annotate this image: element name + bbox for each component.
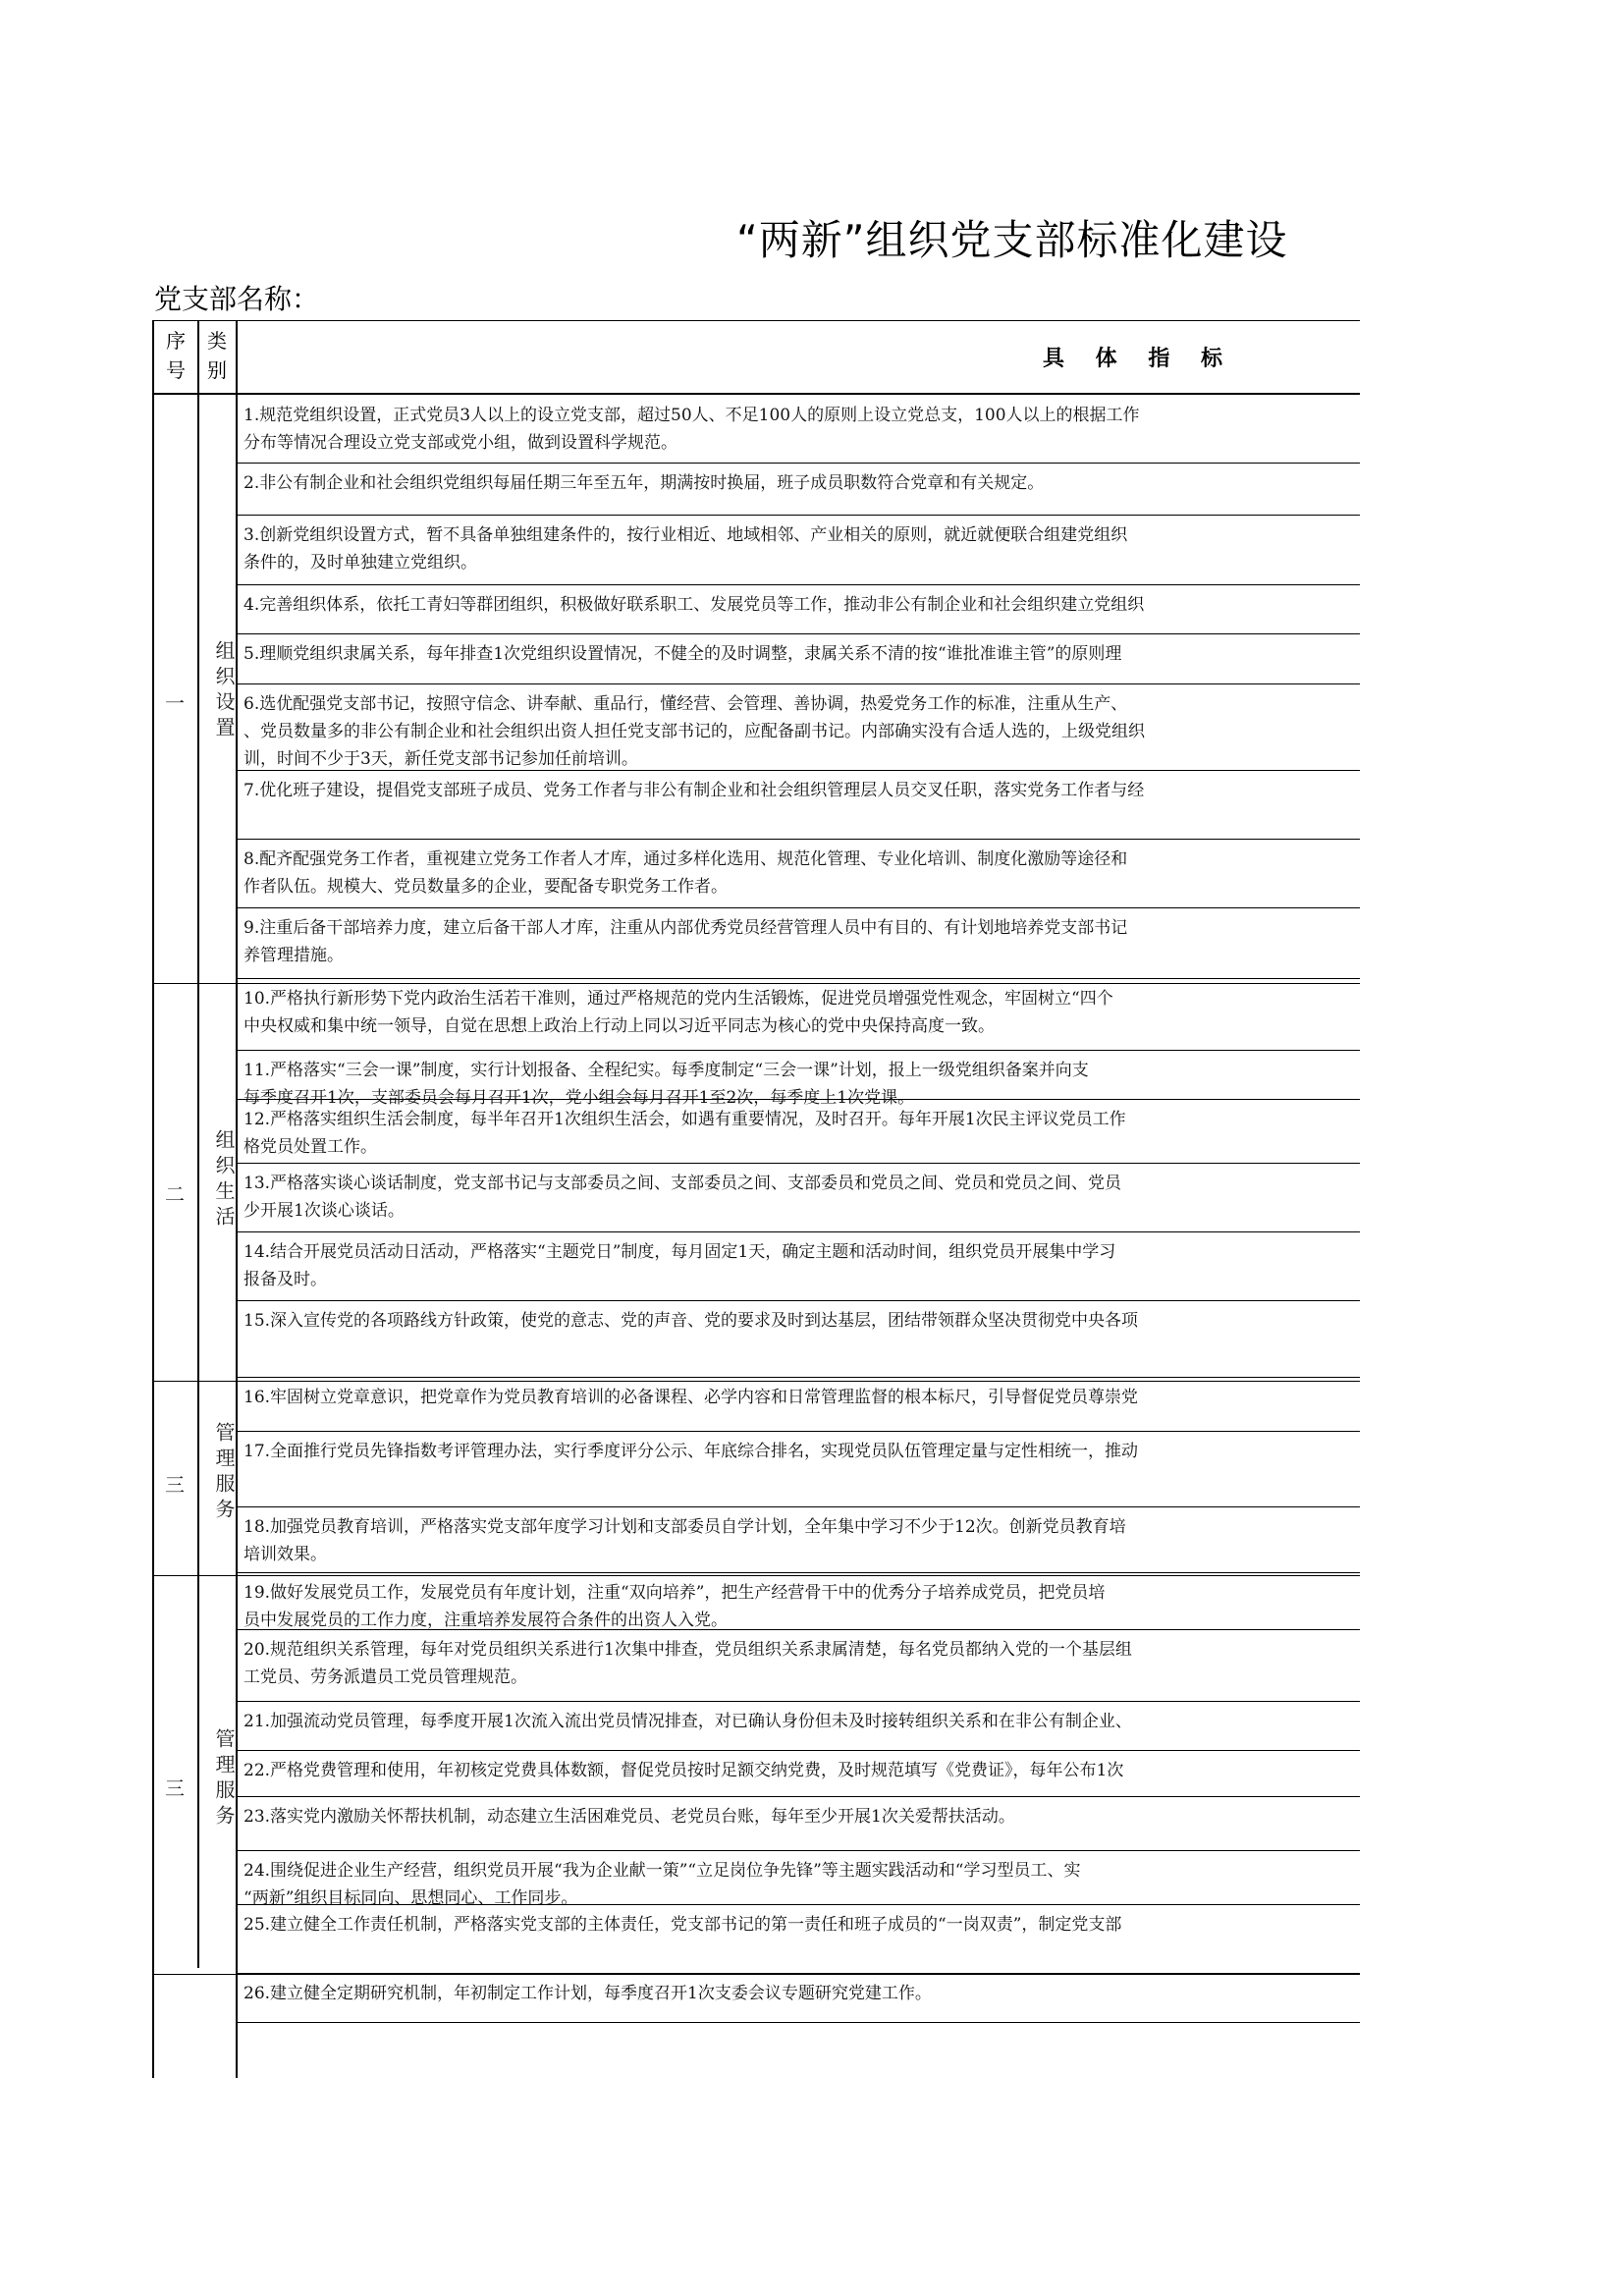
row-divider bbox=[236, 1377, 1360, 1378]
indicator-text-line: 作者队伍。规模大、党员数量多的企业，要配备专职党务工作者。 bbox=[244, 877, 728, 897]
indicator-row bbox=[244, 1911, 1359, 1939]
indicator-text-line: 23.落实党内激励关怀帮扶机制，动态建立生活困难党员、老党员台账，每年至少开展1次关爱帮扶活动。 bbox=[244, 1807, 1015, 1827]
row-divider bbox=[236, 770, 1360, 771]
indicator-text-line: 1.规范党组织设置，正式党员3人以上的设立党支部，超过50人、不足100人的原则上设立党总支，100人以上的根据工作 bbox=[244, 406, 1140, 425]
row-divider bbox=[236, 978, 1360, 979]
branch-name-label: 党支部名称： bbox=[154, 283, 320, 315]
section-divider bbox=[152, 1974, 1360, 1975]
indicator-text-line: 10.严格执行新形势下党内政治生活若干准则，通过严格规范的党内生活锻炼，促进党员增强党性观念，牢固树立“四个 bbox=[244, 989, 1113, 1009]
row-divider bbox=[236, 2022, 1360, 2023]
indicator-text-line: 17.全面推行党员先锋指数考评管理办法，实行季度评分公示、年底综合排名，实现党员队伍管理定量与定性相统一，推动 bbox=[244, 1442, 1139, 1461]
header-cat bbox=[201, 326, 233, 385]
indicator-row bbox=[244, 1057, 1359, 1112]
indicator-text-line: 3.创新党组织设置方式，暂不具备单独组建条件的，按行业相近、地域相邻、产业相关的原则，就近就便联合组建党组织 bbox=[244, 525, 1128, 545]
indicator-text-line: 14.结合开展党员活动日活动，严格落实“主题党日”制度，每月固定1天，确定主题和活动时间，组织党员开展集中学习 bbox=[244, 1242, 1116, 1262]
indicator-text-line: 少开展1次谈心谈话。 bbox=[244, 1201, 405, 1221]
indicator-text-line: 19.做好发展党员工作，发展党员有年度计划，注重“双向培养”，把生产经营骨干中的优秀分子培养成党员，把党员培 bbox=[244, 1583, 1106, 1603]
indicator-row bbox=[244, 1803, 1359, 1831]
indicator-text-line: 18.加强党员教育培训，严格落实党支部年度学习计划和支部委员自学计划，全年集中学习不少于12次。创新党员教育培 bbox=[244, 1517, 1126, 1537]
indicator-text-line: 分布等情况合理设立党支部或党小组，做到设置科学规范。 bbox=[244, 433, 677, 453]
section-category bbox=[207, 1728, 236, 1840]
header-seq-label: 序号 bbox=[166, 329, 186, 382]
indicator-row bbox=[244, 640, 1359, 668]
row-divider bbox=[236, 1629, 1360, 1630]
section-category-label: 管理服务 bbox=[212, 1422, 236, 1524]
indicator-row bbox=[244, 985, 1359, 1040]
row-divider bbox=[236, 1572, 1360, 1573]
indicator-row bbox=[244, 1980, 1359, 2007]
section-divider bbox=[152, 1381, 1360, 1382]
header-seq bbox=[157, 326, 194, 385]
row-divider bbox=[236, 1099, 1360, 1100]
row-divider bbox=[236, 839, 1360, 840]
indicator-text-line: 格党员处置工作。 bbox=[244, 1137, 377, 1157]
indicator-row bbox=[244, 1384, 1359, 1411]
section-category-label: 组织设置 bbox=[212, 640, 236, 742]
row-divider bbox=[236, 1796, 1360, 1797]
indicator-row bbox=[244, 1170, 1359, 1225]
indicator-row bbox=[244, 1513, 1359, 1568]
indicator-text-line: 9.注重后备干部培养力度，建立后备干部人才库，注重从内部优秀党员经营管理人员中有目的、有计划地培养党支部书记 bbox=[244, 918, 1128, 938]
indicator-text-line: 6.选优配强党支部书记，按照守信念、讲奉献、重品行，懂经营、会管理、善协调，热爱党务工作的标准，注重从生产、 bbox=[244, 694, 1128, 714]
row-divider bbox=[236, 1904, 1360, 1905]
indicator-row bbox=[244, 1438, 1359, 1465]
indicator-text-line: 12.严格落实组织生活会制度，每半年召开1次组织生活会，如遇有重要情况，及时召开。每年开展1次民主评议党员工作 bbox=[244, 1110, 1126, 1129]
page-title: “两新”组织党支部标准化建设 bbox=[736, 216, 1288, 264]
row-divider bbox=[236, 515, 1360, 516]
indicator-row bbox=[244, 1636, 1359, 1691]
indicator-text-line: 8.配齐配强党务工作者，重视建立党务工作者人才库，通过多样化选用、规范化管理、专业化培训、制度化激励等途径和 bbox=[244, 849, 1128, 869]
indicator-text-line: 、党员数量多的非公有制企业和社会组织出资人担任党支部书记的，应配备副书记。内部确实没有合适人选的，上级党组织 bbox=[244, 722, 1145, 741]
indicator-text-line: 每季度召开1次，支部委员会每月召开1次，党小组会每月召开1至2次，每季度上1次党课。 bbox=[244, 1088, 915, 1108]
indicator-text-line: 中央权威和集中统一领导，自觉在思想上政治上行动上同以习近平同志为核心的党中央保持高度一致。 bbox=[244, 1016, 995, 1036]
indicator-text-line: 5.理顺党组织隶属关系，每年排查1次党组织设置情况，不健全的及时调整，隶属关系不清的按“谁批准谁主管”的原则理 bbox=[244, 644, 1122, 664]
indicator-text-line: 4.完善组织体系，依托工青妇等群团组织，积极做好联系职工、发展党员等工作，推动非公有制企业和社会组织建立党组织 bbox=[244, 595, 1145, 615]
indicator-row bbox=[244, 469, 1359, 497]
header-cat-label: 类别 bbox=[207, 329, 227, 382]
row-divider bbox=[236, 1431, 1360, 1432]
indicator-row bbox=[244, 1307, 1359, 1335]
indicator-row bbox=[244, 1708, 1359, 1735]
row-divider bbox=[236, 1750, 1360, 1751]
section-divider bbox=[152, 983, 1360, 984]
row-divider bbox=[236, 1506, 1360, 1507]
table-top-border bbox=[152, 320, 1360, 321]
indicator-text-line: 2.非公有制企业和社会组织党组织每届任期三年至五年，期满按时换届，班子成员职数符合党章和有关规定。 bbox=[244, 473, 1045, 493]
indicator-text-line: 20.规范组织关系管理，每年对党员组织关系进行1次集中排查，党员组织关系隶属清楚，每名党员都纳入党的一个基层组 bbox=[244, 1640, 1132, 1660]
section-num: 三 bbox=[165, 1473, 185, 1497]
section-category bbox=[207, 1422, 236, 1534]
indicator-text-line: 15.深入宣传党的各项路线方针政策，使党的意志、党的声音、党的要求及时到达基层，团结带领群众坚决贯彻党中央各项 bbox=[244, 1311, 1139, 1331]
indicator-text-line: 员中发展党员的工作力度，注重培养发展符合条件的出资人入党。 bbox=[244, 1611, 728, 1630]
indicator-text-line: 7.优化班子建设，提倡党支部班子成员、党务工作者与非公有制企业和社会组织管理层人员交叉任职，落实党务工作者与经 bbox=[244, 781, 1145, 800]
section-category bbox=[207, 640, 236, 752]
indicator-text-line: 13.严格落实谈心谈话制度，党支部书记与支部委员之间、支部委员之间、支部委员和党员之间、党员和党员之间、党员 bbox=[244, 1174, 1122, 1193]
section-category bbox=[207, 1129, 236, 1241]
row-divider bbox=[236, 463, 1360, 464]
row-divider bbox=[236, 1163, 1360, 1164]
indicator-text-line: 22.严格党费管理和使用，年初核定党费具体数额，督促党员按时足额交纳党费，及时规范填写《党费证》，每年公布1次 bbox=[244, 1761, 1124, 1780]
indicator-row bbox=[244, 690, 1359, 773]
row-divider bbox=[236, 1231, 1360, 1232]
indicator-text-line: 养管理措施。 bbox=[244, 946, 344, 965]
row-divider bbox=[236, 584, 1360, 585]
indicator-text-line: 报备及时。 bbox=[244, 1270, 327, 1289]
row-divider bbox=[236, 1050, 1360, 1051]
row-divider bbox=[236, 633, 1360, 634]
indicator-text-line: 培训效果。 bbox=[244, 1545, 327, 1564]
section-divider bbox=[152, 1575, 1360, 1576]
table-header-bottom bbox=[152, 393, 1360, 395]
indicator-text-line: 26.建立健全定期研究机制，年初制定工作计划，每季度召开1次支委会议专题研究党建工作。 bbox=[244, 1984, 932, 2003]
indicator-row bbox=[244, 777, 1359, 804]
section-num: 三 bbox=[165, 1776, 185, 1800]
indicator-row bbox=[244, 1238, 1359, 1293]
indicator-row bbox=[244, 846, 1359, 901]
section-num: 二 bbox=[165, 1182, 185, 1206]
indicator-text-line: 16.牢固树立党章意识，把党章作为党员教育培训的必备课程、必学内容和日常管理监督的根本标尺，引导督促党员尊崇党 bbox=[244, 1388, 1139, 1407]
indicator-row bbox=[244, 521, 1359, 576]
indicator-row bbox=[244, 1757, 1359, 1784]
section-num: 一 bbox=[165, 691, 185, 715]
indicator-row bbox=[244, 402, 1359, 457]
row-divider bbox=[236, 1300, 1360, 1301]
row-divider bbox=[236, 683, 1360, 684]
indicator-row bbox=[244, 914, 1359, 969]
indicator-text-line: 条件的，及时单独建立党组织。 bbox=[244, 553, 477, 573]
indicator-text-line: 21.加强流动党员管理，每季度开展1次流入流出党员情况排查，对已确认身份但未及时接转组织关系和在非公有制企业、 bbox=[244, 1712, 1132, 1731]
row-divider bbox=[236, 907, 1360, 908]
indicator-text-line: 工党员、劳务派遣员工党员管理规范。 bbox=[244, 1667, 527, 1687]
indicator-text-line: “两新”组织目标同向、思想同心、工作同步。 bbox=[244, 1888, 578, 1908]
indicator-text-line: 24.围绕促进企业生产经营，组织党员开展“我为企业献一策”“立足岗位争先锋”等主题实践活动和“学习型员工、实 bbox=[244, 1861, 1081, 1881]
indicator-row bbox=[244, 1106, 1359, 1161]
section-category-label: 管理服务 bbox=[212, 1728, 236, 1831]
indicator-row bbox=[244, 1579, 1359, 1634]
indicator-row bbox=[244, 591, 1359, 619]
table-divider-seq bbox=[197, 320, 199, 1968]
row-divider bbox=[236, 1701, 1360, 1702]
section-category-label: 组织生活 bbox=[212, 1129, 236, 1231]
row-divider bbox=[236, 1850, 1360, 1851]
header-indicator: 具 体 指 标 bbox=[1043, 347, 1234, 371]
indicator-text-line: 训，时间不少于3天，新任党支部书记参加任前培训。 bbox=[244, 749, 638, 769]
indicator-text-line: 11.严格落实“三会一课”制度，实行计划报备、全程纪实。每季度制定“三会一课”计划，报上一级党组织备案并向支 bbox=[244, 1061, 1089, 1080]
indicator-text-line: 25.建立健全工作责任机制，严格落实党支部的主体责任，党支部书记的第一责任和班子成员的“一岗双责”，制定党支部 bbox=[244, 1915, 1122, 1935]
